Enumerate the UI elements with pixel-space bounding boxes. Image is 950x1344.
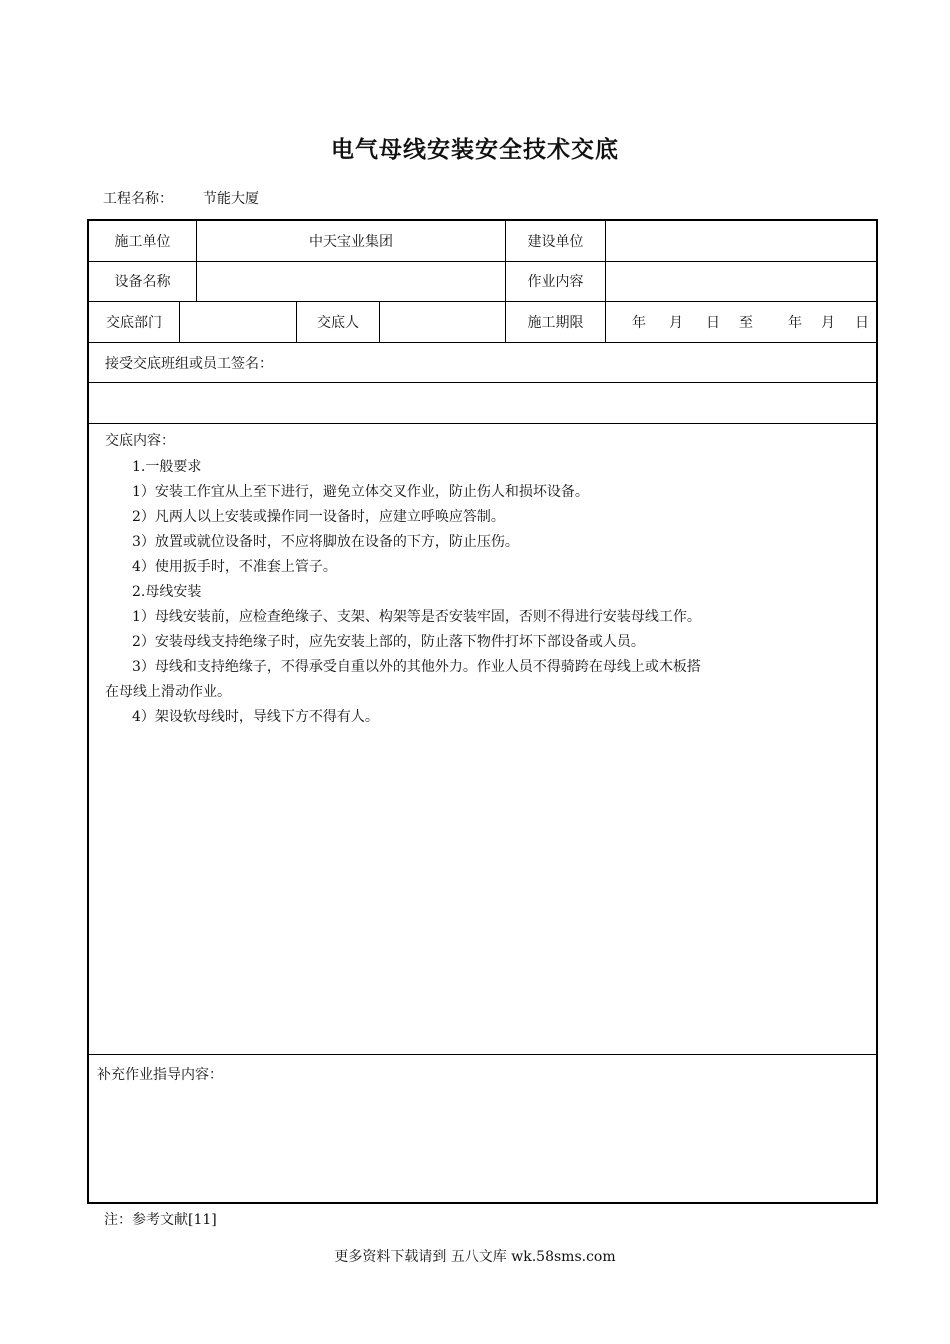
content-line: 2.母线安装 [132,584,202,600]
equipment-name-value [197,261,506,301]
end-year: 年 [788,314,802,331]
content-line: 1）安装工作宜从上至下进行，避免立体交叉作业，防止伤人和损坏设备。 [132,484,589,500]
content-line: 1）母线安装前，应检查绝缘子、支架、构架等是否安装牢固，否则不得进行安装母线工作。 [132,609,701,625]
document-title: 电气母线安装安全技术交底 [331,137,619,163]
start-year: 年 [632,314,646,331]
equipment-name-label: 设备名称 [89,261,197,301]
signature-label: 接受交底班组或员工签名： [105,356,273,372]
reference-note: 注：参考文献[11] [104,1212,217,1228]
signature-area [89,383,876,424]
content-line: 3）放置或就位设备时，不应将脚放在设备的下方，防止压伤。 [132,534,519,550]
department-label: 交底部门 [89,301,180,342]
supplement-label: 补充作业指导内容： [97,1067,223,1083]
builder-unit-value [606,221,876,261]
discloser-label: 交底人 [297,301,380,342]
end-day: 日 [855,314,869,331]
builder-unit-label: 建设单位 [506,221,606,261]
period-label: 施工期限 [506,301,606,342]
discloser-value [380,301,506,342]
content-line: 1.一般要求 [132,459,202,475]
footer-text: 更多资料下载请到 五八文库 wk.58sms.com [334,1249,616,1265]
project-value: 节能大厦 [203,191,259,207]
row-department [89,301,876,343]
construction-unit-label: 施工单位 [89,221,197,261]
disclosure-content [89,424,876,1055]
row-equipment [89,261,876,302]
project-info [103,188,259,208]
start-month: 月 [669,314,683,331]
period-value [606,301,876,342]
disclosure-form [87,219,878,1204]
content-line: 2）凡两人以上安装或操作同一设备时，应建立呼唤应答制。 [132,509,505,525]
content-line: 2）安装母线支持绝缘子时，应先安装上部的，防止落下物件打坏下部设备或人员。 [132,634,645,650]
content-line: 3）母线和支持绝缘子，不得承受自重以外的其他外力。作业人员不得骑跨在母线上或木板搭 [132,659,701,675]
row-construction-unit [89,221,876,262]
work-content-label: 作业内容 [506,261,606,301]
content-line: 4）使用扳手时，不准套上管子。 [132,559,337,575]
work-content-value [606,261,876,301]
department-value [180,301,297,342]
signature-row [89,342,876,383]
construction-unit-value: 中天宝业集团 [197,221,506,261]
content-line: 在母线上滑动作业。 [105,684,231,700]
end-month: 月 [821,314,835,331]
project-label: 工程名称： [103,191,173,207]
content-lines [105,455,795,730]
to-word: 至 [739,314,753,331]
content-line: 4）架设软母线时，导线下方不得有人。 [132,709,379,725]
content-label: 交底内容： [105,433,175,449]
start-day: 日 [706,314,720,331]
